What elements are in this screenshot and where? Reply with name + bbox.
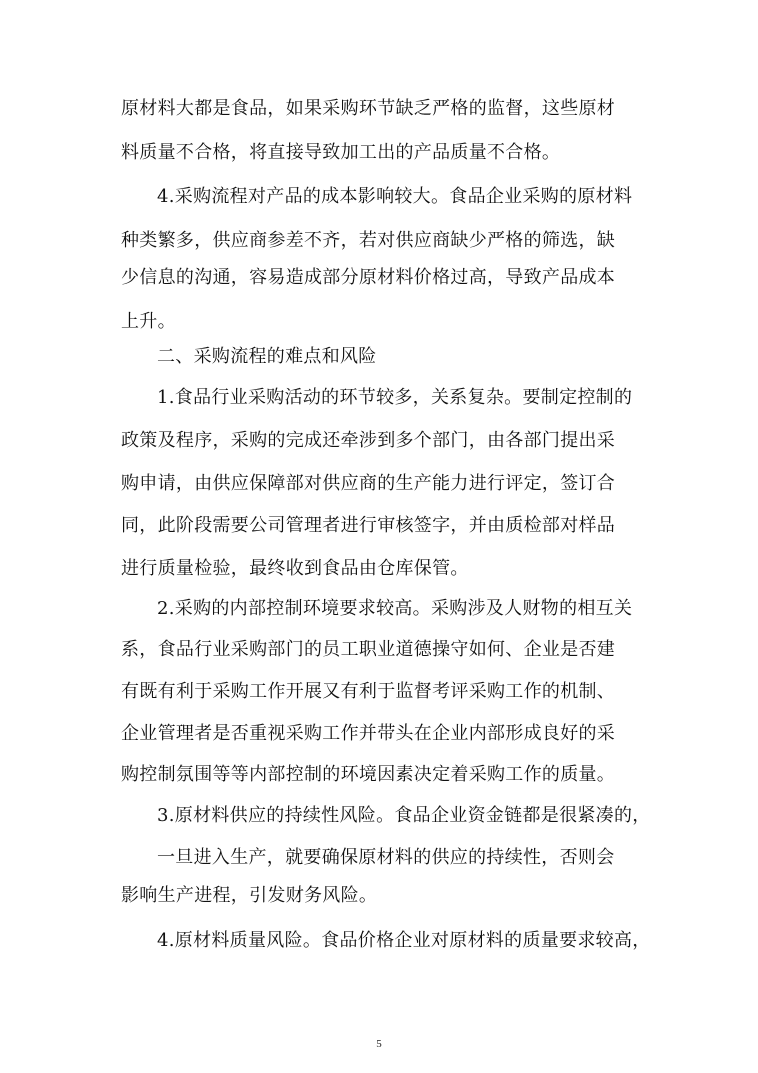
- text-line: 种类繁多，供应商参差不齐，若对供应商缺少严格的筛选，缺: [121, 230, 616, 251]
- text-line: 少信息的沟通，容易造成部分原材料价格过高，导致产品成本: [121, 267, 616, 288]
- text-line: 同，此阶段需要公司管理者进行审核签字，并由质检部对样品: [121, 515, 616, 536]
- text-line: 企业管理者是否重视采购工作并带头在企业内部形成良好的采: [121, 723, 616, 744]
- paragraph-first-line: 2.采购的内部控制环境要求较高。采购涉及人财物的相互关: [157, 598, 633, 619]
- text-line: 进行质量检验，最终收到食品由仓库保管。: [121, 558, 469, 579]
- text-line: 料质量不合格，将直接导致加工出的产品质量不合格。: [121, 142, 561, 163]
- paragraph-first-line: 3.原材料供应的持续性风险。食品企业资金链都是很紧凑的，: [157, 805, 651, 826]
- text-line: 系，食品行业采购部门的员工职业道德操守如何、企业是否建: [121, 639, 616, 660]
- paragraph-first-line: 4.原材料质量风险。食品价格企业对原材料的质量要求较高，: [157, 930, 651, 951]
- text-line: 购控制氛围等等内部控制的环境因素决定着采购工作的质量。: [121, 764, 616, 785]
- text-line: 影响生产进程，引发财务风险。: [121, 885, 378, 906]
- paragraph-first-line: 1.食品行业采购活动的环节较多，关系复杂。要制定控制的: [157, 387, 633, 408]
- text-line: 原材料大都是食品，如果采购环节缺乏严格的监督，这些原材: [121, 98, 616, 119]
- section-heading: 二、采购流程的难点和风险: [157, 346, 377, 367]
- page-number: 5: [376, 1038, 382, 1050]
- paragraph-first-line: 4.采购流程对产品的成本影响较大。食品企业采购的原材料: [157, 186, 633, 207]
- text-line: 上升。: [121, 311, 176, 332]
- text-line: 政策及程序，采购的完成还牵涉到多个部门，由各部门提出采: [121, 430, 616, 451]
- text-line: 一旦进入生产，就要确保原材料的供应的持续性，否则会: [157, 847, 615, 868]
- text-line: 有既有利于采购工作开展又有利于监督考评采购工作的机制、: [121, 681, 616, 702]
- text-line: 购申请，由供应保障部对供应商的生产能力进行评定，签订合: [121, 473, 616, 494]
